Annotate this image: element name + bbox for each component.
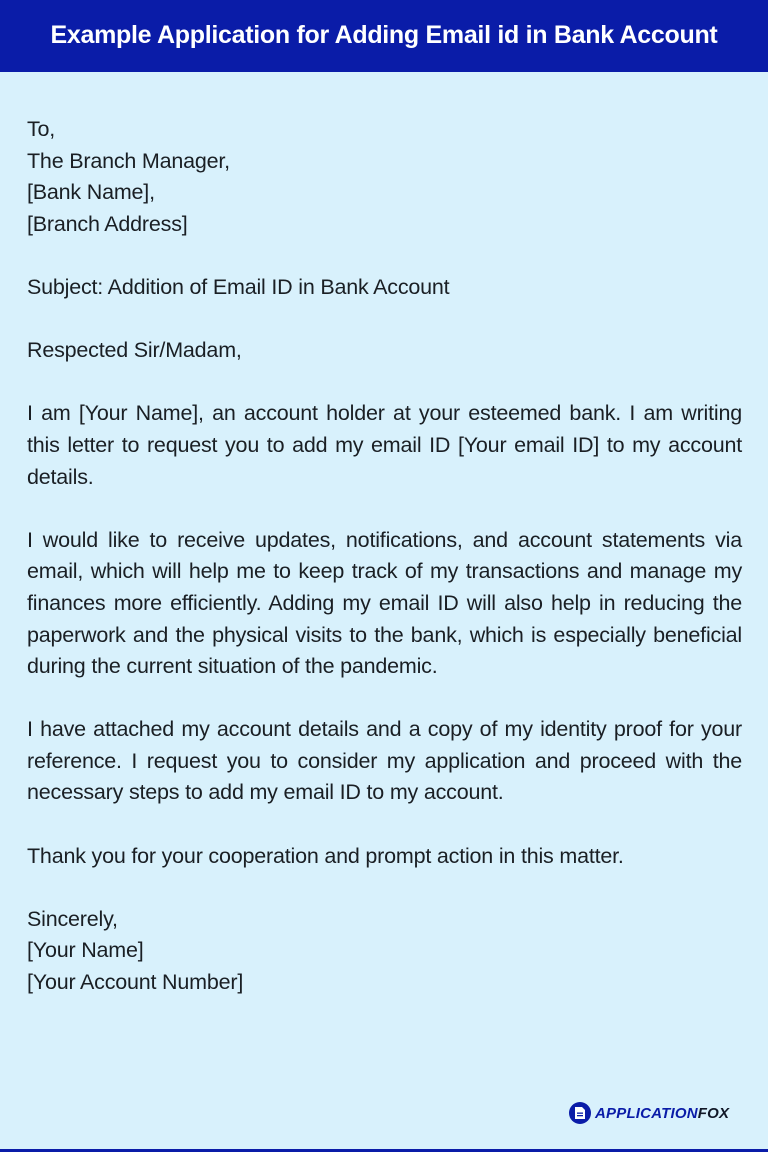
salutation-text: Respected Sir/Madam, <box>27 338 242 363</box>
body-paragraph: Thank you for your cooperation and prompt action in this matter. <box>27 843 624 868</box>
recipient-line: [Branch Address] <box>27 211 188 236</box>
subject-line <box>27 272 742 304</box>
applicationfox-logo <box>569 1102 729 1124</box>
closing-line: [Your Name] <box>27 938 144 963</box>
subject-text: Subject: Addition of Email ID in Bank Account <box>27 274 450 299</box>
closing-line: [Your Account Number] <box>27 970 244 995</box>
salutation <box>27 335 742 367</box>
logo-text-application: APPLICATION <box>595 1104 698 1122</box>
body-paragraph: I have attached my account details and a copy of my identity proof for your reference. I request you to consider my application and proceed with the necessary steps to add my email ID to my account. <box>27 717 742 805</box>
page-title: Example Application for Adding Email id in Bank Account <box>50 20 718 49</box>
document-icon <box>569 1102 591 1124</box>
recipient-block <box>27 114 742 240</box>
closing-line: Sincerely, <box>27 906 118 931</box>
recipient-line: To, <box>27 117 56 141</box>
letter-body <box>27 114 742 1030</box>
recipient-line: [Bank Name], <box>27 180 155 205</box>
page-header <box>0 0 768 72</box>
recipient-line: The Branch Manager, <box>27 148 230 173</box>
logo-text-fox: FOX <box>697 1104 730 1122</box>
body-paragraph: I would like to receive updates, notifications, and account statements via email, which will help me to keep track of my transactions and manage my finances more efficiently. Adding my email ID will also help in reducing the paperwork and the physical visits to the bank, which is especially beneficial during the current situation of the pandemic. <box>27 527 742 679</box>
closing-block <box>27 904 742 999</box>
logo-wordmark <box>595 1105 729 1122</box>
body-paragraph: I am [Your Name], an account holder at your esteemed bank. I am writing this letter to request you to add my email ID [Your email ID] to my account details. <box>27 401 742 489</box>
